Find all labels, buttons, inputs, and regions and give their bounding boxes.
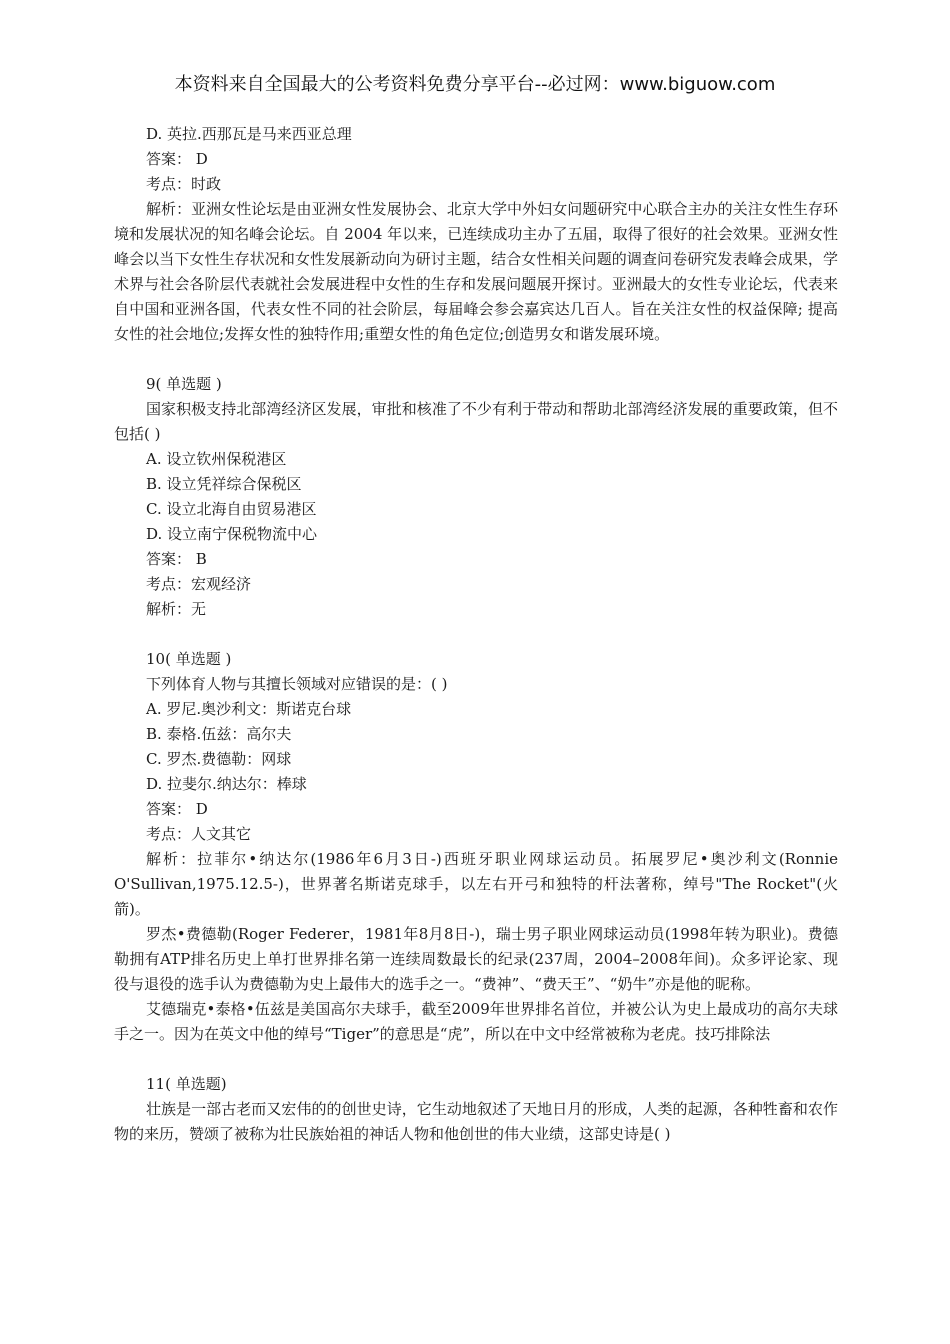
q10-header: 10( 单选题 ) bbox=[146, 650, 232, 668]
q9-option-c: C. 设立北海自由贸易港区 bbox=[146, 500, 317, 518]
q11-header: 11( 单选题) bbox=[146, 1075, 227, 1093]
q8-topic: 考点：时政 bbox=[146, 175, 222, 193]
q10-analysis-2: 罗杰•费德勒(Roger Federer，1981年8月8日-)，瑞士男子职业网球运动员(1998年转为职业)。费德勒拥有ATP排名历史上单打世界排名第一连续周数最长的纪录(237周，2004–2008年间)。众多评论家、现役与退役的选手认为费德勒为史上最伟大的选手之一。“费神”、“费天王”、“奶牛”亦是他的昵称。 bbox=[114, 925, 838, 993]
q9-topic: 考点：宏观经济 bbox=[146, 575, 252, 593]
q8-option-d: D. 英拉.西那瓦是马来西亚总理 bbox=[146, 125, 352, 143]
q11-stem: 壮族是一部古老而又宏伟的的创世史诗，它生动地叙述了天地日月的形成，人类的起源，各种牲畜和农作物的来历，赞颂了被称为壮民族始祖的神话人物和他创世的伟大业绩，这部史诗是( ) bbox=[114, 1100, 838, 1143]
document-body bbox=[114, 122, 838, 1147]
page-header: 本资料来自全国最大的公考资料免费分享平台--必过网：www.biguow.com bbox=[174, 74, 776, 95]
q10-analysis-1: 解析：拉菲尔•纳达尔(1986年6月3日-)西班牙职业网球运动员。拓展罗尼•奥沙利文(Ronnie O'Sullivan,1975.12.5-)，世界著名斯诺克球手，以左右开弓和独特的杆法著称，绰号"The Rocket"(火箭)。 bbox=[114, 850, 838, 918]
q10-analysis-3: 艾德瑞克•泰格•伍兹是美国高尔夫球手，截至2009年世界排名首位，并被公认为史上最成功的高尔夫球手之一。因为在英文中他的绰号“Tiger”的意思是“虎”，所以在中文中经常被称为老虎。技巧排除法 bbox=[114, 1000, 838, 1043]
q9-header: 9( 单选题 ) bbox=[146, 375, 222, 393]
q10-option-c: C. 罗杰.费德勒：网球 bbox=[146, 750, 292, 768]
q9-option-a: A. 设立钦州保税港区 bbox=[146, 450, 287, 468]
q10-option-b: B. 泰格.伍兹：高尔夫 bbox=[146, 725, 292, 743]
q10-option-d: D. 拉斐尔.纳达尔：棒球 bbox=[146, 775, 307, 793]
q10-stem: 下列体育人物与其擅长领域对应错误的是：( ) bbox=[146, 675, 448, 693]
q9-option-d: D. 设立南宁保税物流中心 bbox=[146, 525, 318, 543]
q10-answer: 答案： D bbox=[146, 800, 208, 818]
q9-analysis: 解析：无 bbox=[146, 600, 207, 618]
q9-option-b: B. 设立凭祥综合保税区 bbox=[146, 475, 302, 493]
q10-topic: 考点：人文其它 bbox=[146, 825, 252, 843]
q9-stem: 国家积极支持北部湾经济区发展，审批和核准了不少有利于带动和帮助北部湾经济发展的重要政策，但不包括( ) bbox=[114, 400, 838, 443]
q9-answer: 答案： B bbox=[146, 550, 207, 568]
q8-analysis: 解析：亚洲女性论坛是由亚洲女性发展协会、北京大学中外妇女问题研究中心联合主办的关注女性生存环境和发展状况的知名峰会论坛。自 2004 年以来，已连续成功主办了五届，取得了很好的社会效果。亚洲女性峰会以当下女性生存状况和女性发展新动向为研讨主题，结合女性相关问题的调查问卷研究发表峰会成果，学术界与社会各阶层代表就社会发展进程中女性的生存和发展问题展开探讨。亚洲最大的女性专业论坛，代表来自中国和亚洲各国，代表女性不同的社会阶层，每届峰会参会嘉宾达几百人。旨在关注女性的权益保障; 提高女性的社会地位;发挥女性的独特作用;重塑女性的角色定位;创造男女和谐发展环境。 bbox=[114, 200, 838, 343]
q10-option-a: A. 罗尼.奥沙利文：斯诺克台球 bbox=[146, 700, 352, 718]
q8-answer: 答案： D bbox=[146, 150, 208, 168]
